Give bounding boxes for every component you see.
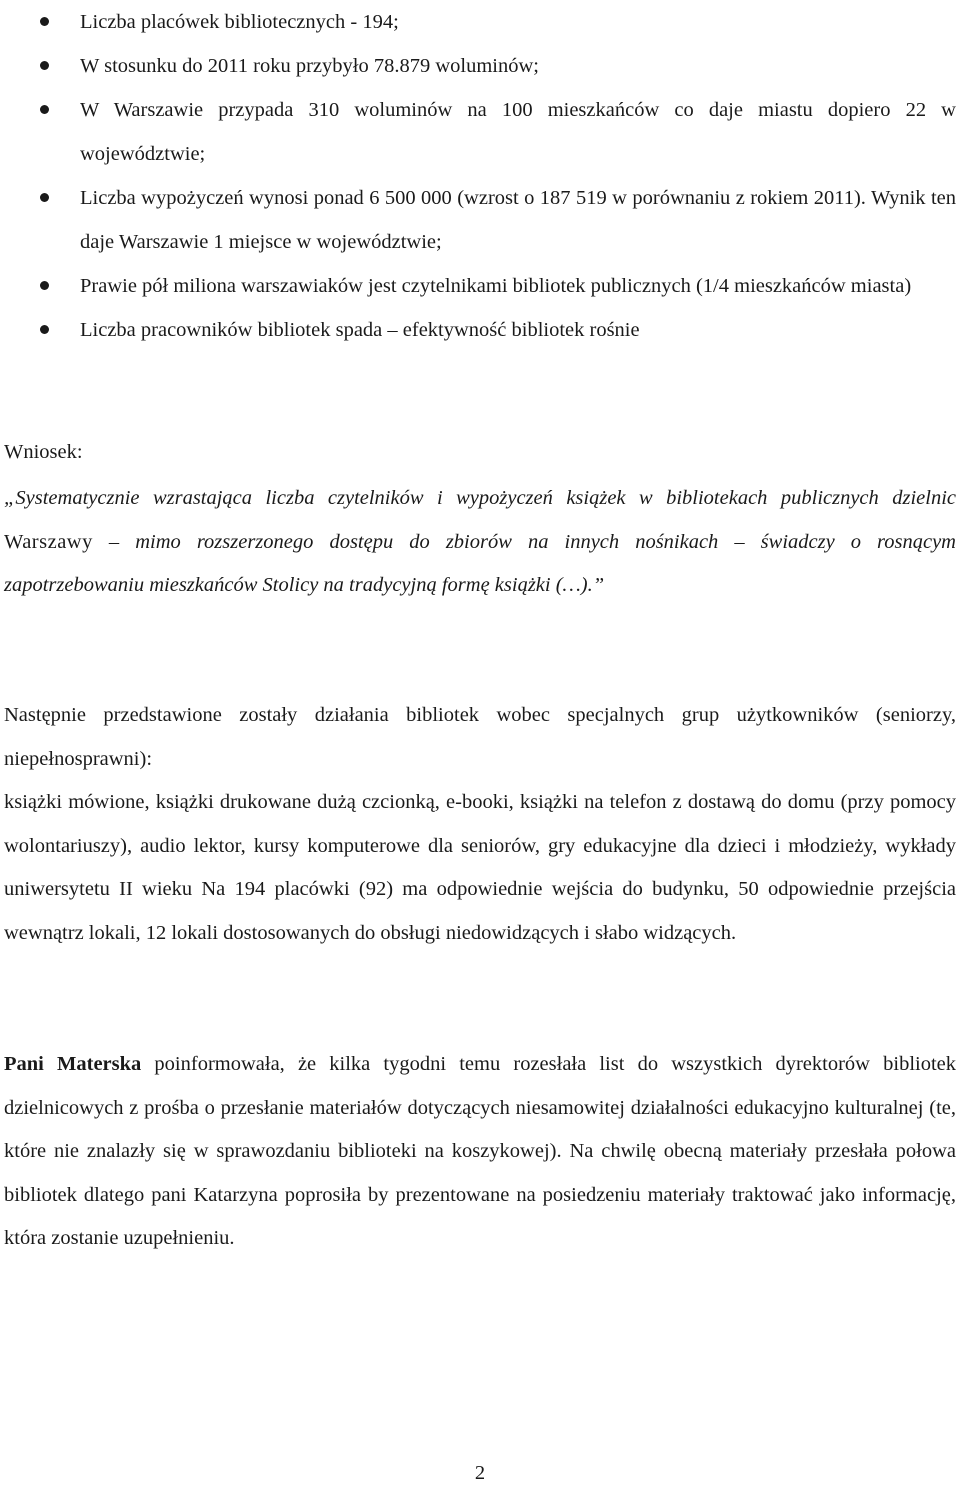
list-item bbox=[0, 308, 960, 352]
list-item bbox=[0, 176, 960, 264]
list-item-text: Prawie pół miliona warszawiaków jest czytelnikami bibliotek publicznych (1/4 mieszkańców miasta) bbox=[80, 275, 912, 297]
list-item-text: Liczba placówek bibliotecznych - 194; bbox=[80, 11, 399, 33]
list-item-text: Liczba pracowników bibliotek spada – efektywność bibliotek rośnie bbox=[80, 319, 640, 341]
list-item-text: W stosunku do 2011 roku przybyło 78.879 woluminów; bbox=[80, 55, 539, 77]
list-item bbox=[0, 0, 960, 44]
special-groups-intro: Następnie przedstawione zostały działania bibliotek wobec specjalnych grup użytkowników (seniorzy, niepełnosprawni): bbox=[4, 704, 956, 770]
speaker-name: Pani Materska bbox=[4, 1053, 142, 1075]
page-number: 2 bbox=[474, 1462, 486, 1484]
conclusion-quote-part2: – mimo rozszerzonego dostępu do zbiorów na innych nośnikach – świadczy o rosnącym zapotrzebowaniu mieszkańców Stolicy na tradycyjną formę książki (…).” bbox=[4, 530, 956, 596]
conclusion-quote bbox=[4, 477, 956, 608]
bullet-icon bbox=[40, 325, 49, 334]
list-item-text: W Warszawie przypada 310 woluminów na 100 mieszkańców co daje miastu dopiero 22 w województwie; bbox=[80, 99, 956, 165]
bullet-icon bbox=[40, 105, 49, 114]
statistics-list bbox=[0, 0, 960, 352]
list-item-text: Liczba wypożyczeń wynosi ponad 6 500 000 (wzrost o 187 519 w porównaniu z rokiem 2011). Wynik ten daje Warszawie 1 miejsce w województwie; bbox=[80, 187, 956, 253]
conclusion-label: Wniosek: bbox=[4, 441, 83, 463]
conclusion-quote-city: Warszawy bbox=[4, 530, 93, 553]
materska-text: poinformowała, że kilka tygodni temu rozesłała list do wszystkich dyrektorów bibliotek dzielnicowych z prośba o przesłanie materiałów dotyczących niesamowitej działalności edukacyjno kulturalnej (te, które nie znalazły się w sprawozdaniu biblioteki na koszykowej). Na chwilę obecną materiały przesłała połowa bibliotek dlatego pani Katarzyna poprosiła by prezentowane na posiedzeniu materiały traktować jako informację, która zostanie uzupełnieniu. bbox=[4, 1053, 957, 1249]
bullet-icon bbox=[40, 17, 49, 26]
bullet-icon bbox=[40, 281, 49, 290]
materska-paragraph bbox=[4, 1043, 956, 1261]
list-item bbox=[0, 88, 960, 176]
bullet-icon bbox=[40, 193, 49, 202]
list-item bbox=[0, 264, 960, 308]
bullet-icon bbox=[40, 61, 49, 70]
special-groups-activities: książki mówione, książki drukowane dużą czcionką, e-booki, książki na telefon z dostawą do domu (przy pomocy wolontariuszy), audio lektor, kursy komputerowe dla seniorów, gry edukacyjne dla dzieci i młodzieży, wykłady uniwersytetu II wieku Na 194 placówki (92) ma odpowiednie wejścia do budynku, 50 odpowiednie przejścia wewnątrz lokali, 12 lokali dostosowanych do obsługi niedowidzących i słabo widzących. bbox=[4, 791, 956, 944]
conclusion-quote-part1: „Systematycznie wzrastająca liczba czytelników i wypożyczeń książek w bibliotekach publicznych dzielnic bbox=[4, 487, 956, 509]
list-item bbox=[0, 44, 960, 88]
